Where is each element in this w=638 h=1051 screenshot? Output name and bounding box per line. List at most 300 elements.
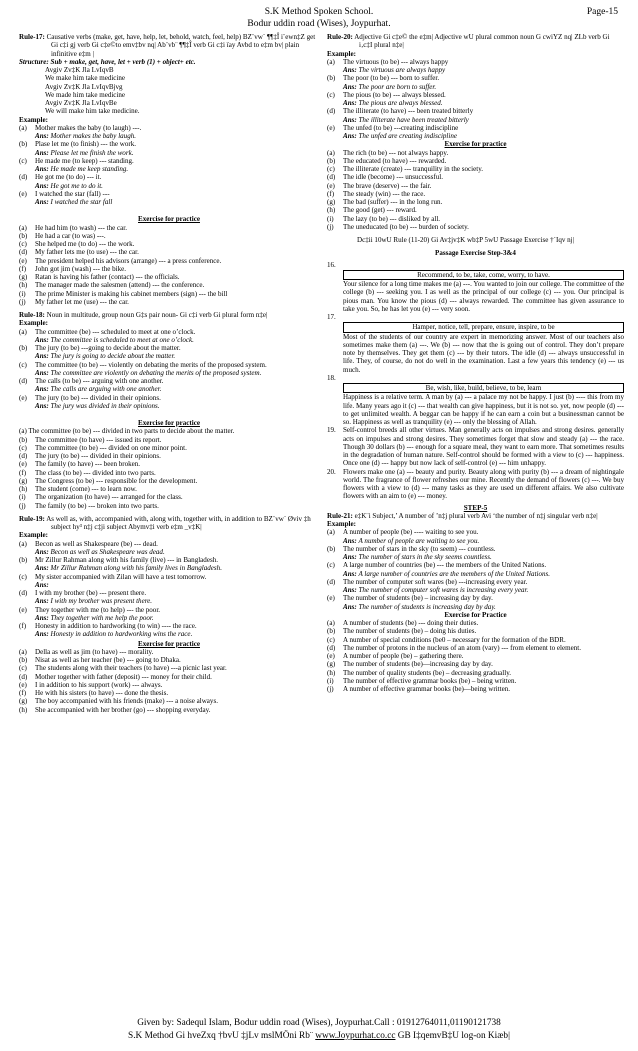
practice-item: [19, 232, 319, 240]
rule-21-examples: [327, 528, 624, 611]
item-text: The class (to be) --- divided into two parts.: [35, 468, 156, 477]
practice-item: [19, 265, 319, 273]
practice-item: [19, 240, 319, 248]
answer-label: Ans:: [343, 66, 357, 74]
item-answer: [19, 548, 319, 556]
answer-text: Please let me finish the work.: [50, 148, 134, 157]
item-key: (h): [19, 281, 28, 290]
item-answer: [19, 132, 319, 140]
item-text: The good (get) --- reward.: [343, 206, 417, 215]
example-item: [19, 140, 319, 148]
practice-item: [19, 664, 319, 672]
example-item: [19, 344, 319, 352]
answer-label: Ans:: [35, 148, 49, 157]
item-text: A number of special conditions (be0 – necessary for the formation of the BDR.: [343, 635, 566, 644]
item-key: (e): [19, 189, 27, 198]
answer-text: A number of people are waiting to see you.: [358, 536, 480, 545]
item-question: He got me (to do) --- it.: [35, 173, 102, 182]
page-number: Page-15: [586, 7, 618, 17]
item-question: The illiterate (to have) --- been treated bitterly: [343, 107, 474, 116]
item-key: (c): [327, 561, 335, 570]
item-question: The number of computer soft wares (be) ---increasing every year.: [343, 577, 528, 586]
item-key: (d): [19, 173, 28, 182]
example-item: [327, 545, 624, 553]
item-key: (a): [19, 327, 27, 336]
item-key: (a): [327, 57, 335, 66]
rule-18-examples: [19, 328, 319, 411]
item-question: The jury (to be) --- divided in their opinions.: [35, 393, 161, 402]
rule-17-structure: Structure: Sub + make, get, have, let + verb (1) + object+ etc.: [19, 57, 196, 66]
practice-item: [19, 697, 319, 705]
answer-text: The committee are violently on debating the merits of the proposed system.: [50, 368, 262, 377]
example-item: [19, 622, 319, 630]
item-text: The family (to be) --- broken into two parts.: [35, 501, 159, 510]
example-item: [19, 157, 319, 165]
answer-text: I watched the star fall: [50, 198, 113, 206]
item-question: Mother makes the baby (to laugh) ---.: [35, 123, 142, 132]
footer-web: S.K Method Gi hveZxq †bvU ‡jLv mslMÖni Rb¨ www.Joypurhat.co.cc GB I‡qemvB‡U log-on Kiæb|: [128, 1031, 510, 1041]
step-5-heading: STEP-5: [463, 503, 488, 512]
item-question: I with my brother (be) --- present there.: [35, 589, 147, 597]
item-key: (j): [327, 685, 334, 693]
item-key: (d): [19, 248, 28, 257]
example-item: [327, 578, 624, 586]
practice-item: [327, 190, 624, 198]
item-key: (d): [327, 107, 336, 116]
answer-text: Becon as well as Shakespeare was dead.: [50, 547, 165, 556]
item-answer: [327, 132, 624, 140]
item-question: The committee (be) --- scheduled to meet at one o’clock.: [35, 327, 196, 336]
practice-item: [19, 648, 319, 656]
item-key: (e): [19, 393, 27, 402]
item-text: The committee (to have) --- issued its report.: [35, 435, 162, 444]
answer-label: Ans:: [343, 115, 357, 124]
practice-item: [19, 689, 319, 697]
example-item: [19, 394, 319, 402]
example-item: [327, 74, 624, 82]
footer-contact: Given by: Sadequl Islam, Bodur uddin road (Wises), Joypurhat.Call : 01912764011,01190121738: [137, 1018, 501, 1028]
item-key: (g): [19, 476, 28, 485]
passage-index: 16.: [327, 260, 336, 269]
practice-heading: Exercise for practice: [138, 215, 200, 224]
rule-20: Rule-20: Adjective Gi c‡e© the e‡m| Adjective wU plural common noun G cwiYZ nq| ZLb verb Gi i‚c‡I plural n‡e|: [327, 33, 610, 50]
item-answer: [327, 553, 624, 561]
practice-item: [327, 669, 624, 677]
school-address: Bodur uddin road (Wises), Joypurhat.: [247, 19, 391, 29]
answer-label: Ans:: [35, 181, 49, 190]
practice-item: [19, 681, 319, 689]
answer-label: Ans:: [35, 385, 49, 394]
practice-item: [19, 502, 319, 510]
practice-item: [327, 223, 624, 231]
answer-label: Ans:: [343, 553, 357, 561]
item-question: He made me (to keep) --- standing.: [35, 156, 134, 165]
practice-item: [19, 485, 319, 493]
practice-item: [19, 460, 319, 468]
practice-item: [327, 685, 624, 693]
item-text: A number of students (be) --- doing their duties.: [343, 619, 479, 627]
example-item: [19, 556, 319, 564]
school-name: S.K Method Spoken School.: [264, 7, 374, 17]
rule-18: Rule-18: Noun in multitude, group noun G‡s pair noun- Gi c‡i verb Gi plural form n‡e|: [19, 311, 268, 319]
item-key: (b): [19, 656, 28, 664]
item-text: The family (to have) --- been broken.: [35, 460, 141, 469]
item-answer: [19, 581, 319, 589]
item-key: (f): [19, 468, 27, 477]
practice-item: [327, 644, 624, 652]
item-text: The uneducated (to be) --- burden of society.: [343, 222, 469, 231]
item-key: (d): [327, 643, 336, 652]
answer-label: Ans:: [343, 602, 357, 611]
website-link[interactable]: www.Joypurhat.co.cc: [315, 1031, 396, 1041]
answer-label: Ans:: [35, 352, 49, 361]
rule-17-sample: Avgiv Zv‡K Jla LvIqvB We make him take medicine Avgiv Zv‡K Jla LvIqvBjvg We made him take medicine Avgiv Zv‡K Jla LvIqvBe We will make him take medicine.: [45, 66, 140, 116]
item-text: The number of quality students (be) – decreasing gradually.: [343, 668, 512, 677]
item-text: The number of students (be)—increasing day by day.: [343, 660, 493, 669]
answer-label: Ans:: [35, 165, 49, 173]
item-key: (g): [19, 273, 28, 281]
item-answer: [19, 385, 319, 393]
item-key: (e): [327, 123, 335, 132]
item-key: (c): [327, 90, 335, 99]
item-answer: [19, 149, 319, 157]
item-key: (b): [327, 74, 336, 83]
item-key: (d): [19, 589, 28, 597]
page-footer: [0, 1017, 638, 1043]
item-key: (a): [327, 619, 335, 627]
item-text: A number of people (be) – gathering there.: [343, 652, 464, 660]
item-key: (i): [19, 289, 26, 298]
practice-item: [327, 636, 624, 644]
answer-text: The illiterate have been treated bitterly: [358, 115, 469, 124]
example-heading: Example:: [19, 319, 48, 328]
practice-item: [327, 157, 624, 165]
example-item: [19, 377, 319, 385]
item-key: (e): [327, 181, 335, 190]
practice-item: [19, 706, 319, 714]
item-key: (d): [19, 377, 28, 385]
item-text: He with his sisters (to have) --- done the thesis.: [35, 689, 169, 697]
answer-label: Ans:: [343, 99, 357, 107]
item-text: He had a car (to was) ---.: [35, 231, 106, 240]
item-question: Plase let me (to finish) --- the work.: [35, 140, 136, 149]
answer-text: The jury is going to decide about the matter.: [50, 352, 176, 361]
item-key: (e): [327, 652, 335, 660]
item-answer: [327, 66, 624, 74]
item-answer: [327, 570, 624, 578]
item-question: Mr Zillur Rahman along with his family (live) --- in Bangladesh.: [35, 556, 218, 564]
item-question: The committee (to be) --- violently on debating the merits of the proposed system.: [35, 360, 267, 369]
passage-text: Your silence for a long time makes me (a) ---. You wanted to join our college. The committee of the college (b) --- seeking you. I as well as the principal of our college (c) --- you. Our principal is pious man. You know the pious (d) --- always rewarded. The committee has given assurance to take you. So, he has let you (e) --- very soon.: [343, 280, 624, 313]
item-key: (e): [327, 594, 335, 603]
item-key: (c): [19, 240, 27, 248]
item-answer: [19, 614, 319, 622]
practice-item: [19, 469, 319, 477]
item-key: (b): [19, 556, 28, 564]
item-key: (j): [327, 222, 334, 231]
rule-19-examples: [19, 540, 319, 639]
item-text: She helped me (to do) --- the work.: [35, 240, 135, 248]
item-key: (e): [19, 256, 27, 265]
practice-item: [19, 248, 319, 256]
item-key: (i): [327, 214, 334, 223]
passage-index: 17.: [327, 313, 336, 321]
example-item: [19, 173, 319, 181]
item-question: A number of people (be) ---- waiting to see you.: [343, 528, 479, 537]
passage-list: [327, 261, 624, 427]
item-text: He had him (to wash) --- the car.: [35, 223, 127, 232]
page-header: [0, 6, 638, 32]
item-text: A number of effective grammar books (be)—being written.: [343, 685, 510, 693]
item-key: (c): [19, 156, 27, 165]
passage-number: [327, 313, 624, 321]
item-key: (i): [19, 493, 26, 502]
item-key: (b): [327, 544, 336, 553]
passage-19: 19. Self-control breeds all other virtues. Man generally acts on impulses and strong desires. generally acts on impulses and strong desires. They sometimes forget that slow and steady (a) --- the race. Though 30 dollars (b) --- enough for a square meal, they want to earn more. That sometimes results in the degradation of human nature. Self-control should be formed with a view to (c) --- happiness. Once one (d) --- happy but now lack of self-control (e) --- him unhappy.: [327, 426, 624, 468]
item-text: The lazy (to be) --- disliked by all.: [343, 214, 441, 223]
answer-label: Ans:: [343, 132, 357, 140]
answer-text: The calls are arguing with one another.: [50, 385, 162, 394]
item-question: They together with me (to help) --- the poor.: [35, 605, 161, 614]
item-text: My father lets me (to use) --- the car.: [35, 248, 139, 257]
example-item: [19, 540, 319, 548]
example-heading: Example:: [19, 531, 48, 540]
item-key: (j): [19, 501, 26, 510]
item-key: (f): [19, 689, 27, 697]
answer-text: The virtuous are always happy: [358, 66, 446, 74]
item-key: (h): [19, 705, 28, 714]
item-text: The jury (to be) --- divided in their opinions.: [35, 452, 161, 460]
example-item: [19, 328, 319, 336]
passage-note: Dc‡ii 10wU Rule (11-20) Gi Av‡jv‡K wb‡P 5wU Passage Exercise †`Iqv nj|: [357, 236, 575, 244]
item-answer: [19, 597, 319, 605]
example-item: [327, 561, 624, 569]
item-text: John got jim (wash) --- the bike.: [35, 264, 127, 273]
item-key: (c): [19, 360, 27, 369]
rule-17-examples: [19, 124, 319, 207]
item-key: (a): [19, 647, 27, 656]
practice-item: [19, 298, 319, 306]
answer-label: Ans:: [35, 198, 49, 206]
item-question: The jury (to be) ---going to decide about the matter.: [35, 344, 181, 352]
answer-label: Ans:: [35, 613, 49, 622]
answer-text: The unfed are creating indiscipline: [358, 132, 457, 140]
word-box: Hamper, notice, tell, prepare, ensure, inspire, to be: [343, 322, 624, 332]
item-key: (h): [327, 206, 336, 215]
item-key: (c): [19, 572, 27, 581]
item-key: (b): [19, 231, 28, 240]
answer-text: The number of students is increasing day by day.: [358, 602, 496, 611]
passage-text: Most of the students of our country are expert in memorizing answer. Most of our teachers also sometimes make them (a) ---. We (b) --- now that the is going out of control. They don’t prepare note by themselves. They get them (c) --- by their tutors. The idle (d) --- always unsuccessful in life. They, of course, do not do well in the examination. Last a few years this tendency (e) --- us much.: [343, 332, 624, 374]
item-text: The illiterate (create) --- tranquility in the society.: [343, 165, 484, 173]
item-answer: [19, 564, 319, 572]
example-heading: Example:: [327, 520, 356, 528]
item-text: The students along with their teachers (to have) ---a picnic last year.: [35, 664, 227, 673]
example-item: [19, 573, 319, 581]
practice-item: [19, 673, 319, 681]
answer-text: He got me to do it.: [50, 181, 103, 190]
item-key: (d): [19, 452, 28, 460]
item-text: The educated (to have) --- rewarded.: [343, 156, 447, 165]
item-key: (b): [19, 435, 28, 444]
item-key: (a): [327, 528, 335, 537]
item-key: (h): [19, 485, 28, 493]
practice-heading: Exercise for practice: [444, 140, 507, 149]
item-key: (f): [327, 189, 335, 198]
answer-label: Ans:: [343, 586, 357, 594]
item-text: The number of protons in the nucleus of an atom (vary) --- from element to element.: [343, 643, 581, 652]
example-item: [19, 361, 319, 369]
example-item: [327, 124, 624, 132]
example-item: [19, 606, 319, 614]
item-key: (d): [327, 173, 336, 182]
item-text: Ratan is having his father (contact) --- the officials.: [35, 273, 180, 281]
answer-label: Ans:: [35, 368, 49, 377]
item-key: (g): [327, 660, 336, 669]
practice-item: [327, 182, 624, 190]
item-text: The manager made the salesmen (attend) --- the conference.: [35, 281, 205, 290]
example-item: [19, 124, 319, 132]
item-answer: [327, 603, 624, 611]
answer-label: Ans:: [35, 564, 49, 573]
answer-label: Ans:: [35, 597, 49, 606]
answer-text: The number of stars in the sky seems countless.: [358, 553, 492, 561]
item-question: The number of stars in the sky (to seem) --- countless.: [343, 544, 496, 553]
item-question: The poor (to be) --- born to suffer.: [343, 74, 440, 83]
item-key: (j): [19, 297, 26, 306]
item-text: Nisat as well as her teacher (be) --- going to Dhaka.: [35, 656, 181, 664]
item-key: (c): [19, 664, 27, 673]
rule-17-practice: [19, 224, 319, 307]
rule-19-practice: [19, 648, 319, 714]
rule-17: Rule-17: Causative verbs (make, get, have, help, let, behold, watch, feel, help) BZ¨vw` ¶¶‡Î i¨ewn‡Z get Gi c‡i gj verb Gi c‡e©to emv‡bv nq| Ab¨vb¨ ¶¶‡Î verb Gi c‡i ïay Avbd to e‡m bv| plain infinitive e‡m |: [19, 33, 316, 58]
item-answer: [19, 369, 319, 377]
item-key: (b): [19, 140, 28, 149]
rule-21: Rule-21: e‡K¨i Subject,’ A number of ’n‡j plural verb Avi ‘the number of n‡j singular verb n‡e|: [327, 511, 598, 520]
item-answer: [327, 99, 624, 107]
passage-20: 20. Flowers make one (a) --- beauty and purity. Beauty along with purity (b) --- a dream of nightingale world. The fragrance of flower refreshes our mine. Recently the demand of flowers (c) ---. We buy flowers with a view to (d) --- many tasks as they are used un different affairs. We also cultivate flowers with an aim to (e) --- money.: [327, 467, 624, 501]
answer-label: Ans:: [35, 630, 49, 639]
practice-item: [327, 215, 624, 223]
answer-text: The number of computer soft wares is increasing every year.: [358, 586, 529, 594]
rule-21-practice: [327, 619, 624, 693]
answer-label: Ans:: [343, 536, 357, 545]
item-key: (h): [327, 668, 336, 677]
item-key: (d): [19, 672, 28, 681]
answer-label: Ans:: [343, 82, 357, 91]
item-key: (a): [327, 148, 335, 157]
answer-text: Mr Zillur Rahman along with his family lives in Bangladesh.: [50, 564, 222, 573]
item-question: The virtuous (to be) --- always happy: [343, 57, 449, 66]
answer-text: He made me keep standing.: [50, 165, 129, 173]
item-text: The committee (to be) --- divided on one minor point.: [35, 443, 187, 452]
practice-item: [327, 149, 624, 157]
rule-18-practice: [19, 436, 319, 510]
answer-text: Mother makes the baby laugh.: [50, 132, 137, 140]
item-answer: [19, 182, 319, 190]
right-column: [327, 33, 624, 693]
item-text: I in addition to his support (work) --- always.: [35, 680, 163, 689]
item-key: (g): [327, 198, 336, 206]
item-question: I watched the star (fall) ---: [35, 189, 110, 198]
practice-item: [327, 173, 624, 181]
item-text: The president helped his advisors (arrange) --- a press conference.: [35, 256, 222, 265]
answer-text: The committee is scheduled to meet at one o’clock.: [50, 335, 194, 344]
answer-text: Honesty in addition to hardworking wins the race.: [50, 630, 193, 639]
example-item: [19, 589, 319, 597]
passage-index: 18.: [327, 373, 336, 382]
item-key: (b): [19, 344, 28, 352]
item-answer: [19, 336, 319, 344]
item-question: The calls (to be) --- arguing with one another.: [35, 377, 164, 385]
example-heading: Example:: [327, 49, 356, 58]
item-answer: [19, 165, 319, 173]
item-question: The pious (to be) --- always blessed.: [343, 90, 446, 99]
passage-number: [327, 261, 624, 269]
item-text: The student (come) --- to learn now.: [35, 485, 137, 493]
practice-item: [19, 452, 319, 460]
left-column: [19, 33, 319, 714]
practice-item: [327, 677, 624, 685]
answer-text: A large number of countries are the members of the United Nations.: [358, 569, 551, 578]
item-text: The steady (win) --- the race.: [343, 189, 426, 198]
rule-19: Rule-19: As well as, with, accompanied with, along with, together with, in addition to BZ¨vw` Øviv ‡h subject hy³ n‡j c‡ji subject Abymv‡i verb e‡m _v‡K|: [19, 514, 311, 531]
passage-text: Happiness is a relative term. A man by (a) --- a palace my not be happy. I just (b) ---- this from my life. Many years ago it (c) --- that wealth can give happiness, but it is not so. yet, now people (d) --- to get unlimited wealth. A beggar can be happy if he can earn a coin but a businessman cannot be so. Happiness as well as tranquility (e) --- only the blessing of Allah.: [343, 393, 624, 426]
practice-item: [19, 493, 319, 501]
word-box: Recommend, to be, take, come, worry, to have.: [343, 270, 624, 280]
item-key: (d): [327, 577, 336, 586]
item-text: The rich (to be) --- not always happy.: [343, 148, 449, 157]
item-key: (b): [327, 627, 336, 636]
item-question: A large number of countries (be) --- the members of the United Nations.: [343, 561, 547, 570]
item-text: The prime Minister is making his cabinet members (sign) --- the bill: [35, 289, 228, 298]
item-key: (a): [19, 223, 27, 232]
practice-item: [327, 627, 624, 635]
item-text: The boy accompanied with his friends (make) --- a noise always.: [35, 697, 218, 706]
item-key: (a): [19, 539, 27, 548]
item-text: Della as well as jim (to have) --- morality.: [35, 647, 154, 656]
item-answer: [19, 198, 319, 206]
example-item: [327, 58, 624, 66]
item-key: (f): [19, 264, 27, 273]
item-text: The idle (become) --- unsuccessful.: [343, 173, 443, 182]
answer-text: They together with me help the poor.: [50, 613, 154, 622]
item-text: The bad (suffer) --- in the long run.: [343, 198, 443, 206]
answer-label: Ans:: [35, 547, 49, 556]
item-question: Honesty in addition to hardworking (to win) ---- the race.: [35, 622, 197, 630]
practice-item: [19, 290, 319, 298]
example-heading: Example:: [19, 115, 48, 124]
item-key: (c): [327, 635, 335, 644]
item-answer: [19, 630, 319, 638]
practice-item: [19, 224, 319, 232]
answer-label: Ans:: [343, 569, 357, 578]
practice-item: [327, 206, 624, 214]
item-key: (a): [19, 123, 27, 132]
item-text: Mother together with father (deposit) --- money for their child.: [35, 672, 212, 681]
practice-item: [327, 660, 624, 668]
practice-item: [19, 281, 319, 289]
word-box: Be, wish, like, build, believe, to be, learn: [343, 383, 624, 393]
item-key: (i): [327, 676, 334, 685]
item-answer: [327, 116, 624, 124]
rule-20-examples: [327, 58, 624, 141]
answer-label: Ans:: [35, 580, 49, 589]
answer-label: Ans:: [35, 335, 49, 344]
item-key: (c): [19, 443, 27, 452]
practice-item: [327, 165, 624, 173]
practice-item: [19, 444, 319, 452]
